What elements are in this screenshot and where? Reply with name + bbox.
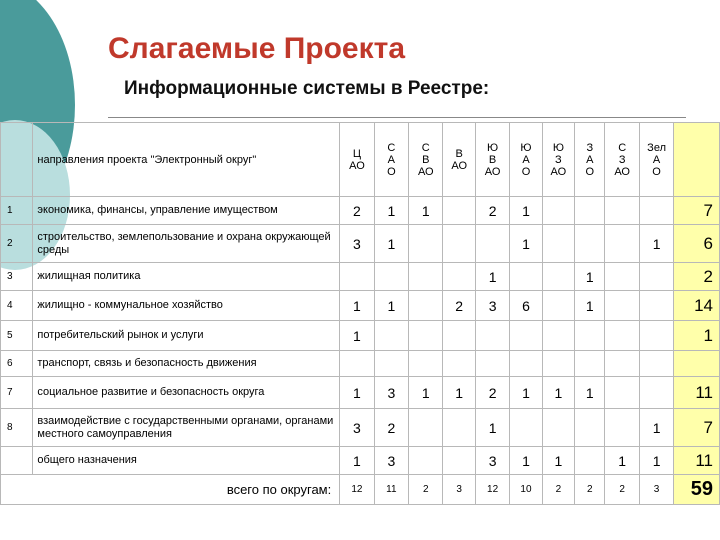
header-letter: З [618, 153, 626, 166]
row-number: 1 [1, 197, 33, 225]
cell-value [542, 197, 574, 225]
cell-value [374, 321, 408, 351]
row-number: 5 [1, 321, 33, 351]
row-direction-name: общего назначения [33, 447, 340, 475]
row-number: 8 [1, 409, 33, 447]
header-letter: АО [451, 159, 467, 172]
cell-value [605, 321, 639, 351]
cell-value [575, 447, 605, 475]
header-district-yuao [510, 123, 542, 197]
cell-value: 3 [374, 447, 408, 475]
row-direction-name: жилищная политика [33, 263, 340, 291]
cell-value [575, 409, 605, 447]
row-total [674, 351, 720, 377]
row-number: 2 [1, 225, 33, 263]
header-letter: З [586, 141, 594, 154]
row-total: 14 [674, 291, 720, 321]
cell-value [575, 225, 605, 263]
cell-value [443, 351, 475, 377]
cell-value [639, 321, 673, 351]
header-letter: В [422, 153, 430, 166]
header-district-sao [374, 123, 408, 197]
cell-value [510, 351, 542, 377]
table-row [1, 263, 720, 291]
header-district-vao [443, 123, 475, 197]
header-letter: АО [484, 165, 501, 178]
cell-value: 1 [639, 409, 673, 447]
table-row [1, 197, 720, 225]
table-row [1, 351, 720, 377]
cell-value [409, 351, 443, 377]
header-directions: направления проекта "Электронный округ" [33, 123, 340, 197]
cell-value [639, 377, 673, 409]
header-letter: С [421, 141, 430, 154]
registry-table [0, 122, 720, 505]
cell-value [605, 197, 639, 225]
row-number: 3 [1, 263, 33, 291]
sum-value: 2 [409, 475, 443, 505]
header-district-yuvao [475, 123, 509, 197]
cell-value: 3 [475, 291, 509, 321]
cell-value: 1 [340, 447, 374, 475]
header-letter: АО [550, 165, 567, 178]
cell-value [639, 351, 673, 377]
sum-value: 3 [443, 475, 475, 505]
header-letter: С [387, 141, 396, 154]
cell-value: 3 [475, 447, 509, 475]
header-letter: О [521, 165, 531, 178]
cell-value [409, 321, 443, 351]
slide-title: Слагаемые Проекта [108, 32, 405, 65]
header-district-zao [575, 123, 605, 197]
cell-value: 1 [575, 291, 605, 321]
cell-value: 1 [374, 225, 408, 263]
cell-value [605, 263, 639, 291]
header-letter: А [522, 153, 530, 166]
header-letter: В [488, 153, 497, 166]
sum-value: 2 [575, 475, 605, 505]
cell-value [575, 321, 605, 351]
cell-value: 1 [510, 197, 542, 225]
cell-value [605, 225, 639, 263]
header-letter: А [387, 153, 396, 166]
sum-value: 11 [374, 475, 408, 505]
cell-value [475, 351, 509, 377]
cell-value: 1 [542, 447, 574, 475]
cell-value: 1 [409, 377, 443, 409]
cell-value: 1 [374, 197, 408, 225]
header-district-yuzao [542, 123, 574, 197]
cell-value [409, 225, 443, 263]
header-letter: О [585, 165, 595, 178]
row-direction-name: строительство, землепользование и охрана окружающей среды [33, 225, 340, 263]
sum-value: 12 [475, 475, 509, 505]
header-total [674, 123, 720, 197]
header-district-svao [409, 123, 443, 197]
cell-value [605, 377, 639, 409]
header-letter: В [455, 147, 463, 160]
cell-value: 2 [475, 377, 509, 409]
cell-value [639, 263, 673, 291]
table-row [1, 377, 720, 409]
cell-value: 1 [510, 447, 542, 475]
row-direction-name: социальное развитие и безопасность округа [33, 377, 340, 409]
cell-value [409, 291, 443, 321]
header-letter: О [387, 165, 396, 178]
sum-row [1, 475, 720, 505]
sum-value: 10 [510, 475, 542, 505]
sum-value: 12 [340, 475, 374, 505]
cell-value: 1 [340, 291, 374, 321]
cell-value: 6 [510, 291, 542, 321]
header-letter: С [618, 141, 627, 154]
sum-label: всего по округам: [1, 475, 340, 505]
cell-value: 3 [340, 225, 374, 263]
divider-line [108, 117, 686, 118]
table-header-row [1, 123, 720, 197]
cell-value [510, 263, 542, 291]
cell-value: 2 [475, 197, 509, 225]
cell-value [340, 351, 374, 377]
row-total: 7 [674, 197, 720, 225]
cell-value: 1 [475, 409, 509, 447]
row-direction-name: транспорт, связь и безопасность движения [33, 351, 340, 377]
table-row [1, 225, 720, 263]
row-number: 6 [1, 351, 33, 377]
cell-value [542, 263, 574, 291]
table-row [1, 291, 720, 321]
table-row [1, 447, 720, 475]
sum-value: 3 [639, 475, 673, 505]
cell-value: 2 [340, 197, 374, 225]
cell-value [443, 321, 475, 351]
header-district-szao [605, 123, 639, 197]
row-number: 7 [1, 377, 33, 409]
header-district-zelao [639, 123, 673, 197]
cell-value: 2 [443, 291, 475, 321]
grand-total: 59 [674, 475, 720, 505]
cell-value [605, 409, 639, 447]
cell-value: 1 [575, 263, 605, 291]
cell-value [510, 409, 542, 447]
table-row [1, 409, 720, 447]
cell-value [605, 291, 639, 321]
header-letter: Ц [352, 147, 361, 160]
cell-value [443, 409, 475, 447]
row-direction-name: экономика, финансы, управление имуществом [33, 197, 340, 225]
row-direction-name: потребительский рынок и услуги [33, 321, 340, 351]
header-letter: АО [417, 165, 434, 178]
header-letter: З [555, 153, 562, 166]
cell-value: 1 [605, 447, 639, 475]
cell-value: 1 [639, 447, 673, 475]
cell-value: 3 [340, 409, 374, 447]
cell-value: 1 [542, 377, 574, 409]
row-direction-name: жилищно - коммунальное хозяйство [33, 291, 340, 321]
cell-value [542, 291, 574, 321]
slide-subtitle: Информационные системы в Реестре: [124, 78, 490, 99]
cell-value [374, 351, 408, 377]
cell-value [443, 197, 475, 225]
cell-value: 1 [443, 377, 475, 409]
row-total: 2 [674, 263, 720, 291]
cell-value [443, 447, 475, 475]
sum-value: 2 [542, 475, 574, 505]
cell-value [409, 263, 443, 291]
cell-value: 1 [374, 291, 408, 321]
header-letter: АО [349, 159, 365, 172]
cell-value [639, 291, 673, 321]
cell-value [639, 197, 673, 225]
cell-value: 1 [340, 321, 374, 351]
cell-value [475, 321, 509, 351]
row-total: 6 [674, 225, 720, 263]
cell-value [542, 225, 574, 263]
row-total: 7 [674, 409, 720, 447]
header-letter: Ю [552, 141, 564, 154]
cell-value [575, 351, 605, 377]
cell-value [374, 263, 408, 291]
sum-value: 2 [605, 475, 639, 505]
cell-value [443, 263, 475, 291]
row-total: 1 [674, 321, 720, 351]
header-letter: АО [614, 165, 630, 178]
cell-value [340, 263, 374, 291]
cell-value: 1 [510, 225, 542, 263]
table-row [1, 321, 720, 351]
cell-value: 1 [510, 377, 542, 409]
cell-value [409, 409, 443, 447]
header-letter: Зел [647, 141, 666, 154]
header-letter: Ю [487, 141, 499, 154]
cell-value: 1 [639, 225, 673, 263]
cell-value [475, 225, 509, 263]
cell-value [575, 197, 605, 225]
cell-value [542, 351, 574, 377]
cell-value [605, 351, 639, 377]
row-direction-name: взаимодействие с государственными органами, органами местного самоуправления [33, 409, 340, 447]
cell-value [510, 321, 542, 351]
row-number [1, 447, 33, 475]
cell-value [409, 447, 443, 475]
header-letter: А [586, 153, 594, 166]
cell-value [443, 225, 475, 263]
header-letter: О [652, 165, 661, 178]
header-index-cell [1, 123, 33, 197]
cell-value [542, 321, 574, 351]
cell-value: 1 [340, 377, 374, 409]
row-total: 11 [674, 447, 720, 475]
header-letter: А [652, 153, 661, 166]
header-letter: Ю [520, 141, 532, 154]
row-number: 4 [1, 291, 33, 321]
cell-value [542, 409, 574, 447]
cell-value: 1 [475, 263, 509, 291]
row-total: 11 [674, 377, 720, 409]
cell-value: 1 [409, 197, 443, 225]
cell-value: 3 [374, 377, 408, 409]
header-district-cao [340, 123, 374, 197]
cell-value: 2 [374, 409, 408, 447]
cell-value: 1 [575, 377, 605, 409]
